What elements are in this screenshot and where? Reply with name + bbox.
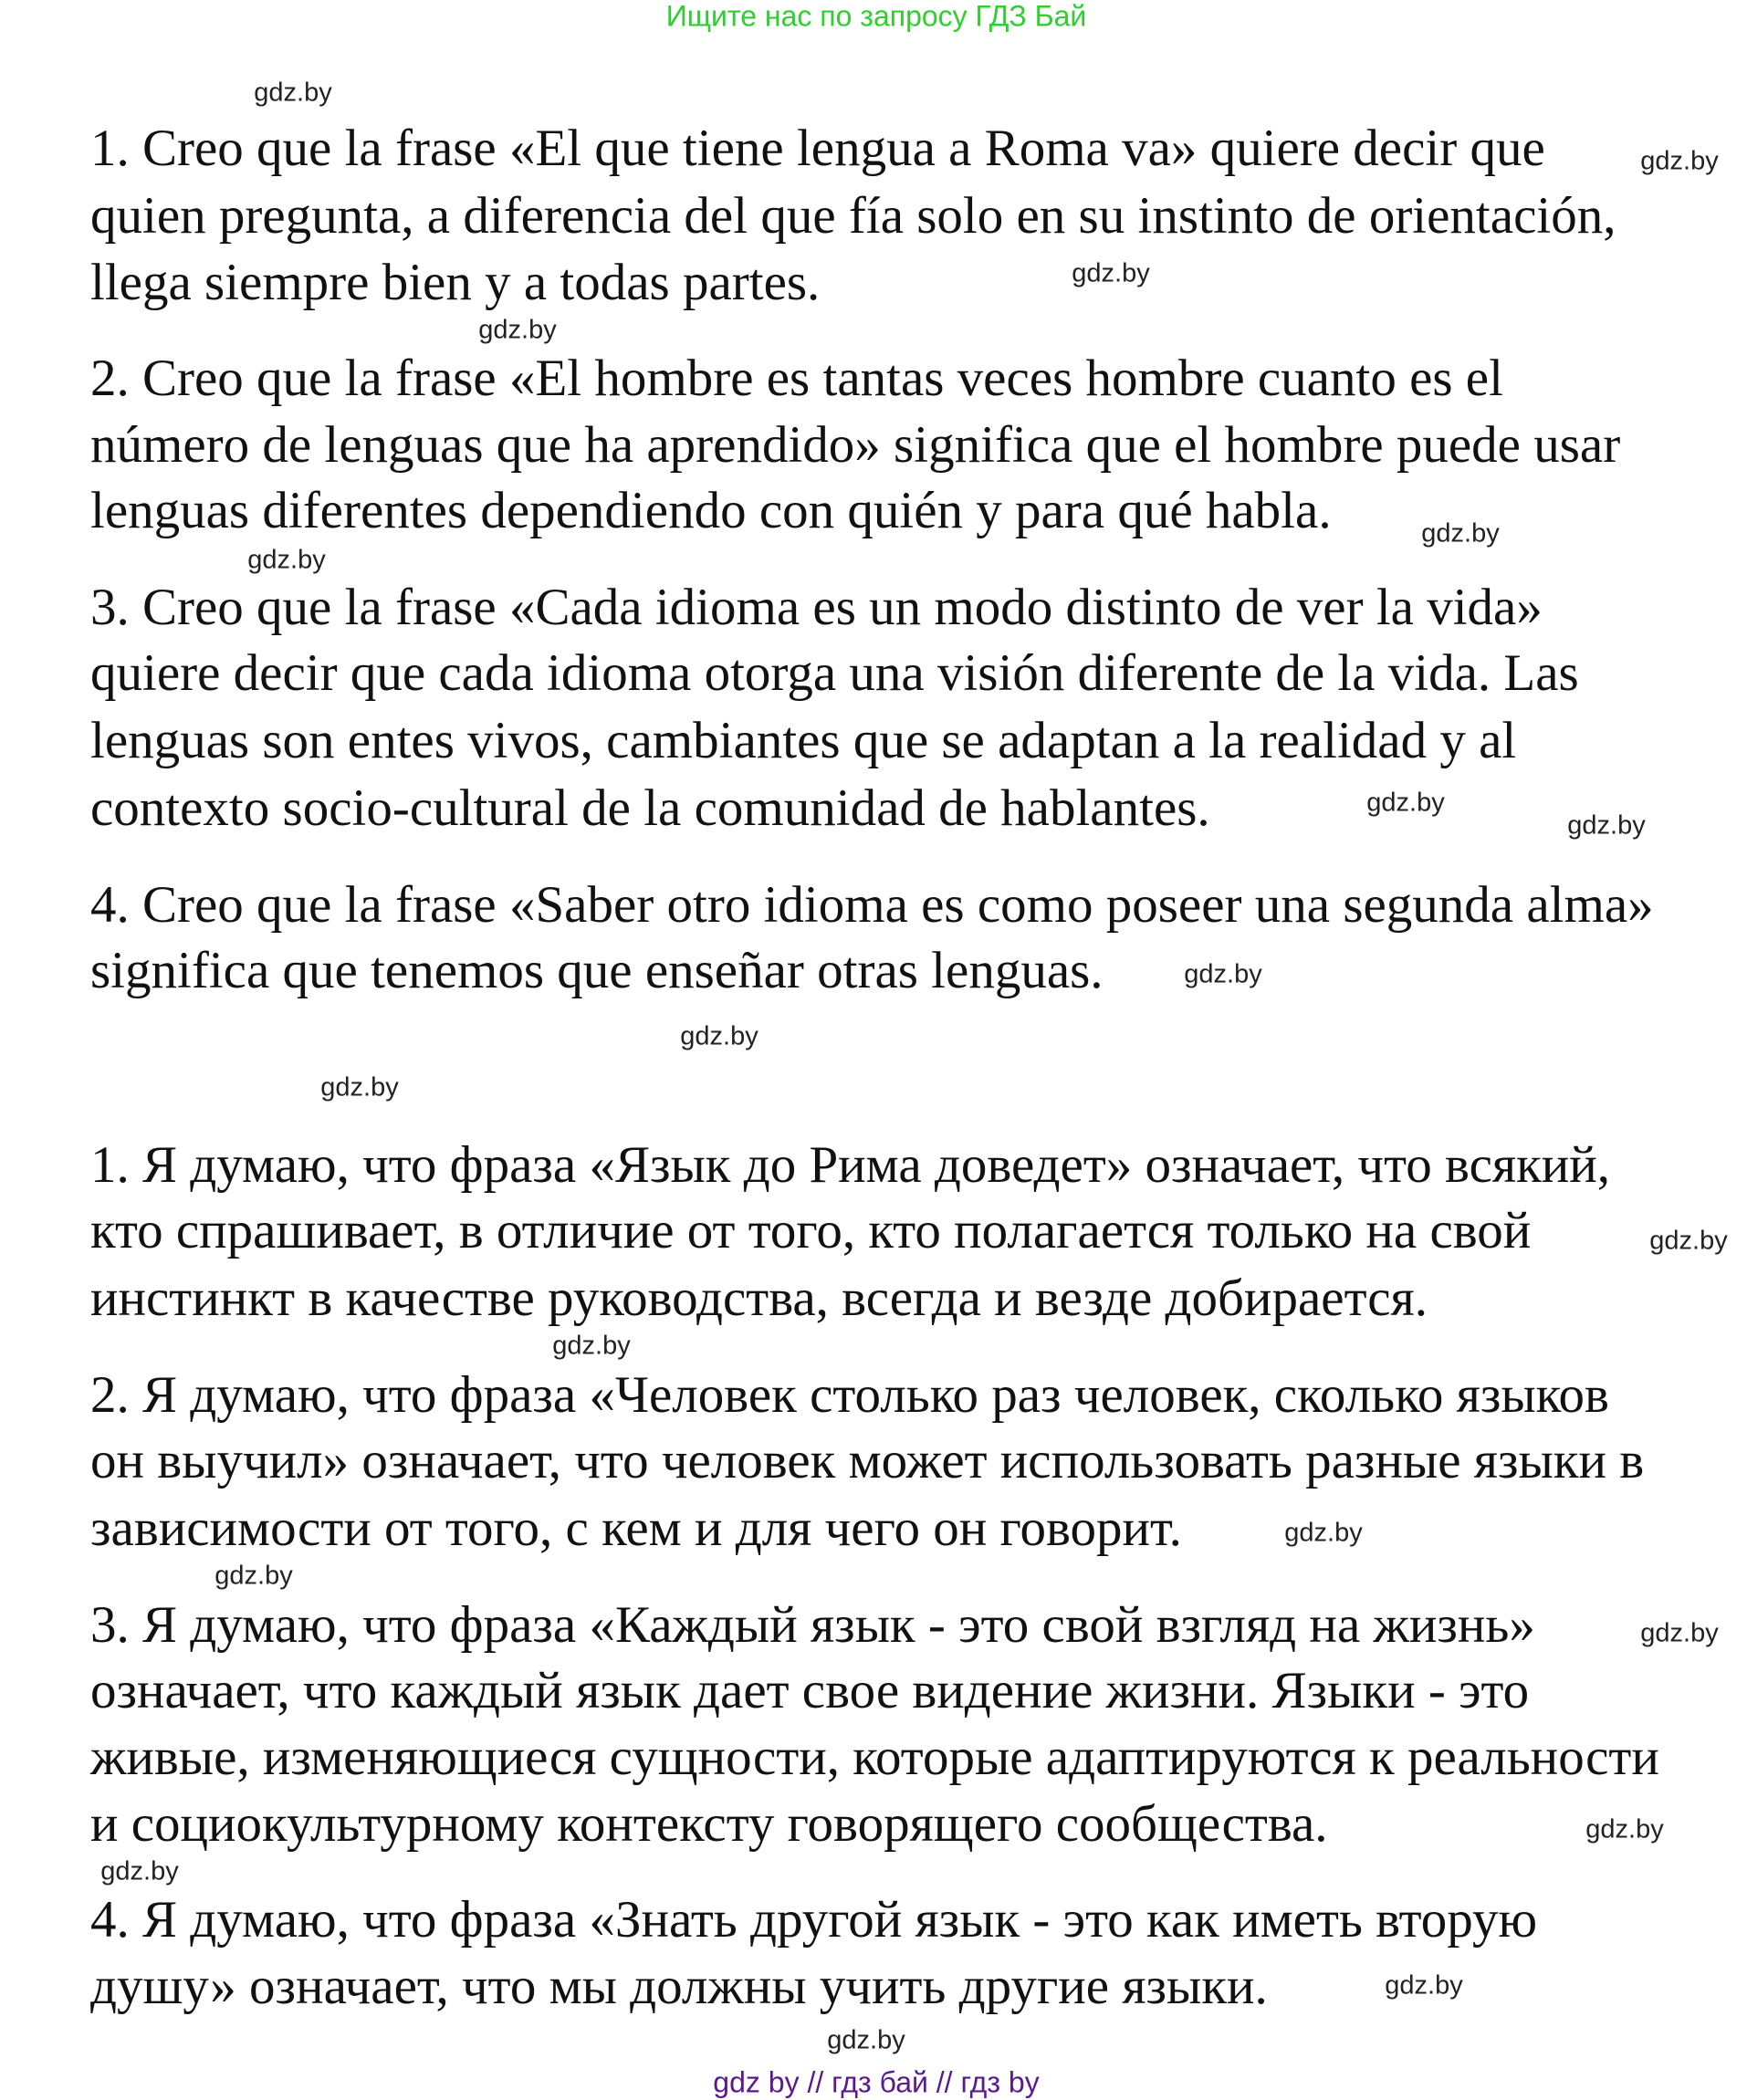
watermark: gdz.by (1385, 1970, 1463, 2001)
watermark: gdz.by (1284, 1518, 1363, 1548)
watermark: gdz.by (1072, 258, 1150, 288)
watermark: gdz.by (827, 2025, 905, 2055)
watermark: gdz.by (247, 545, 326, 575)
watermark: gdz.by (214, 1561, 293, 1591)
es-answer-4-line-1: 4. Creo que la frase «Saber otro idioma es como poseer una segunda alma» (90, 876, 1654, 934)
ru-answer-3-line-4: и социокультурному контексту говорящего сообщества. (90, 1795, 1328, 1853)
es-answer-3-line-4: contexto socio-cultural de la comunidad de hablantes. (90, 779, 1210, 837)
es-answer-2-line-2: número de lenguas que ha aprendido» significa que el hombre puede usar (90, 416, 1621, 474)
ru-answer-3-line-1: 3. Я думаю, что фраза «Каждый язык - это свой взгляд на жизнь» (90, 1596, 1535, 1654)
ru-answer-2-line-3: зависимости от того, с кем и для чего он говорит. (90, 1499, 1182, 1557)
es-answer-2-line-3: lenguas diferentes dependiendo con quién y para qué habla. (90, 482, 1332, 539)
watermark: gdz.by (552, 1331, 631, 1361)
ru-answer-1-line-2: кто спрашивает, в отличие от того, кто полагается только на свой (90, 1202, 1532, 1259)
footer-links[interactable]: gdz by // гдз бай // гдз by (713, 2065, 1040, 2099)
ru-answer-2-line-2: он выучил» означает, что человек может использовать разные языки в (90, 1432, 1645, 1489)
ru-answer-4-line-1: 4. Я думаю, что фраза «Знать другой язык - это как иметь вторую (90, 1891, 1538, 1949)
es-answer-3-line-2: quiere decir que cada idioma otorga una visión diferente de la vida. Las (90, 644, 1579, 702)
search-banner: Ищите нас по запросу ГДЗ Бай (665, 0, 1087, 33)
ru-answer-1-line-3: инстинкт в качестве руководства, всегда и везде добирается. (90, 1269, 1428, 1327)
es-answer-1-line-2: quien pregunta, a diferencia del que fía solo en su instinto de orientación, (90, 187, 1616, 245)
ru-answer-4-line-2: душу» означает, что мы должны учить другие языки. (90, 1958, 1268, 2015)
watermark: gdz.by (1567, 810, 1646, 841)
es-answer-4-line-2: significa que tenemos que enseñar otras lenguas. (90, 942, 1104, 999)
watermark: gdz.by (680, 1021, 758, 1051)
ru-answer-1-line-1: 1. Я думаю, что фраза «Язык до Рима доведет» означает, что всякий, (90, 1136, 1611, 1194)
ru-answer-2-line-1: 2. Я думаю, что фраза «Человек столько раз человек, сколько языков (90, 1366, 1609, 1424)
watermark: gdz.by (1640, 1618, 1719, 1648)
es-answer-3-line-3: lenguas son entes vivos, cambiantes que se adaptan a la realidad y al (90, 712, 1517, 769)
ru-answer-3-line-3: живые, изменяющиеся сущности, которые адаптируются к реальности (90, 1729, 1659, 1786)
watermark: gdz.by (1640, 146, 1719, 176)
watermark: gdz.by (478, 315, 557, 345)
ru-answer-3-line-2: означает, что каждый язык дает свое видение жизни. Языки - это (90, 1662, 1530, 1719)
watermark: gdz.by (1421, 518, 1500, 549)
watermark: gdz.by (100, 1856, 179, 1886)
watermark: gdz.by (320, 1072, 399, 1102)
watermark: gdz.by (1184, 959, 1262, 989)
watermark: gdz.by (1649, 1226, 1728, 1256)
es-answer-1-line-3: llega siempre bien y a todas partes. (90, 254, 821, 311)
es-answer-2-line-1: 2. Creo que la frase «El hombre es tantas veces hombre cuanto es el (90, 350, 1503, 407)
es-answer-3-line-1: 3. Creo que la frase «Cada idioma es un modo distinto de ver la vida» (90, 579, 1543, 636)
watermark: gdz.by (254, 78, 332, 108)
watermark: gdz.by (1366, 788, 1445, 818)
watermark: gdz.by (1585, 1814, 1664, 1844)
es-answer-1-line-1: 1. Creo que la frase «El que tiene lengua a Roma va» quiere decir que (90, 120, 1545, 177)
